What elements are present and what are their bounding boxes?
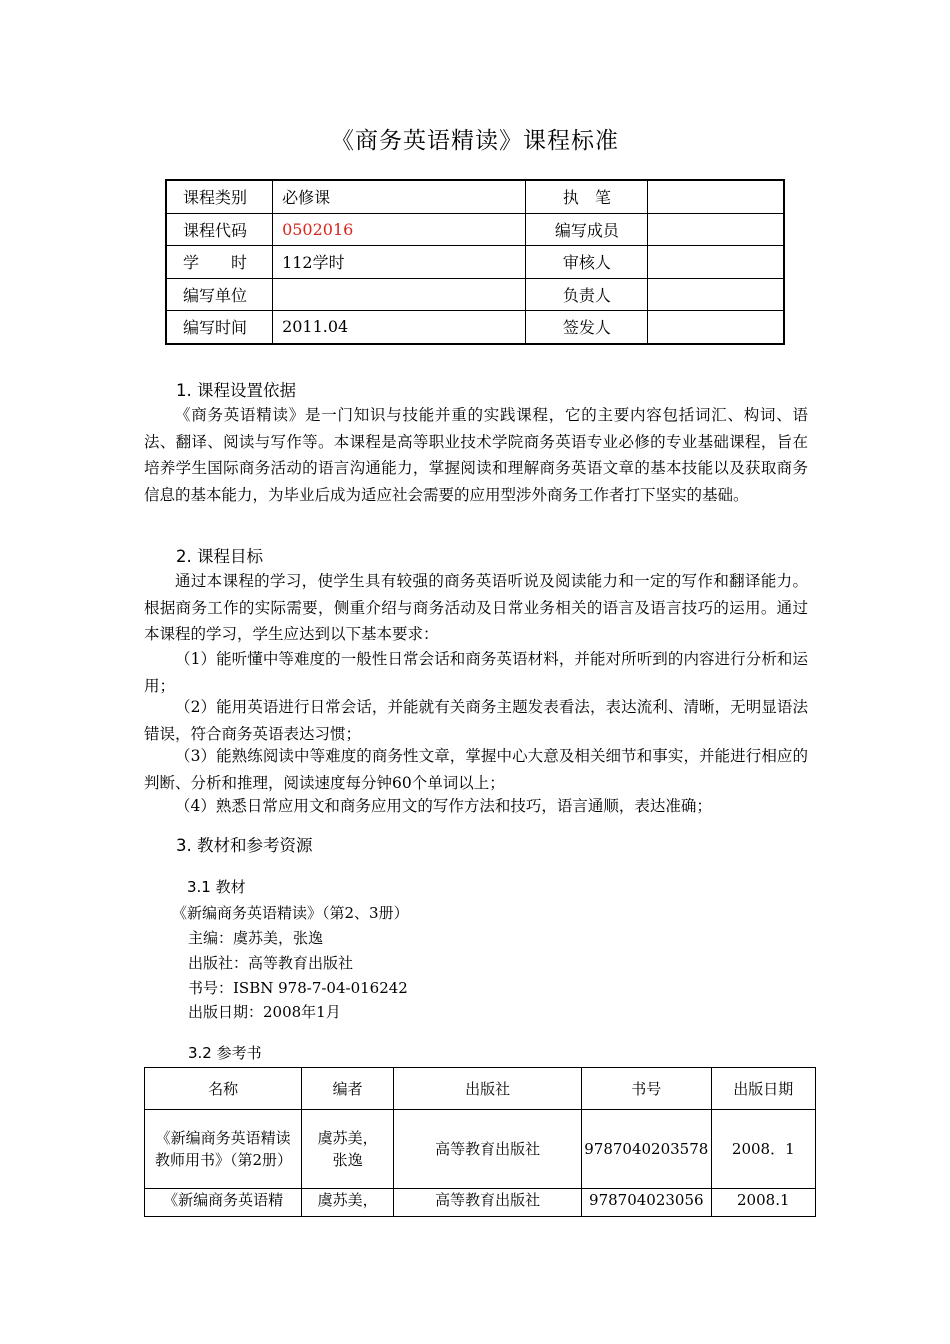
responsible-value — [648, 278, 784, 311]
goal-item-2: （2）能用英语进行日常会话，并能就有关商务主题发表看法，表达流利、清晰，无明显语法错误，符合商务英语表达习惯； — [144, 698, 808, 743]
column-header-date: 出版日期 — [711, 1068, 815, 1110]
textbook-date: 出版日期：2008年1月 — [188, 1003, 341, 1021]
course-type-label: 课程类别 — [166, 180, 273, 213]
ref-editor-cell: 虞苏美， — [302, 1189, 394, 1217]
column-header-editor: 编者 — [302, 1068, 394, 1110]
table-row — [166, 278, 784, 311]
ref-name-cell: 《新编商务英语精 — [145, 1189, 302, 1217]
table-row — [166, 213, 784, 246]
members-value — [648, 213, 784, 246]
document-title: 《商务英语精读》课程标准 — [331, 128, 619, 154]
table-row — [145, 1110, 816, 1189]
reviewer-label: 审核人 — [526, 246, 648, 279]
author-label: 执 笔 — [526, 180, 648, 213]
textbook-editor: 主编：虞苏美，张逸 — [188, 929, 324, 947]
reviewer-value — [648, 246, 784, 279]
author-value — [648, 180, 784, 213]
issuer-value — [648, 311, 784, 344]
ref-isbn-cell: 9787040203578 — [582, 1110, 712, 1189]
column-header-publisher: 出版社 — [394, 1068, 582, 1110]
ref-isbn-cell: 978704023056 — [582, 1189, 712, 1217]
section1-heading: 1. 课程设置依据 — [176, 381, 296, 400]
column-header-isbn: 书号 — [582, 1068, 712, 1110]
textbook-publisher: 出版社：高等教育出版社 — [188, 954, 354, 972]
ref-publisher-cell: 高等教育出版社 — [394, 1189, 582, 1217]
reference-subheading: 3.2 参考书 — [188, 1044, 262, 1062]
ref-name-cell: 《新编商务英语精读教师用书》（第2册） — [145, 1110, 302, 1189]
date-label: 编写时间 — [166, 311, 273, 344]
reference-books-table — [144, 1067, 816, 1217]
table-row — [166, 180, 784, 213]
textbook-subheading: 3.1 教材 — [187, 878, 246, 896]
hours-value: 112学时 — [273, 246, 526, 279]
column-header-name: 名称 — [145, 1068, 302, 1110]
course-code-value: 0502016 — [273, 213, 526, 246]
table-header-row — [145, 1068, 816, 1110]
date-value: 2011.04 — [273, 311, 526, 344]
goal-item-4: （4）熟悉日常应用文和商务应用文的写作方法和技巧，语言通顺，表达准确； — [175, 797, 712, 815]
ref-date-cell: 2008.1 — [711, 1189, 815, 1217]
textbook-title: 《新编商务英语精读》（第2、3册） — [172, 904, 409, 922]
course-info-table — [165, 179, 785, 345]
goal-item-3: （3）能熟练阅读中等难度的商务性文章，掌握中心大意及相关细节和事实，并能进行相应的判断、分析和推理，阅读速度每分钟60个单词以上； — [144, 747, 808, 792]
textbook-isbn: 书号：ISBN 978-7-04-016242 — [188, 979, 408, 997]
course-code-label: 课程代码 — [166, 213, 273, 246]
table-row — [145, 1189, 816, 1217]
unit-value — [273, 278, 526, 311]
section2-intro: 通过本课程的学习，使学生具有较强的商务英语听说及阅读能力和一定的写作和翻译能力。根据商务工作的实际需要，侧重介绍与商务活动及日常业务相关的语言及语言技巧的运用。通过本课程的学习，学生应达到以下基本要求： — [144, 572, 808, 643]
responsible-label: 负责人 — [526, 278, 648, 311]
goal-item-1: （1）能听懂中等难度的一般性日常会话和商务英语材料，并能对所听到的内容进行分析和运用； — [144, 650, 808, 695]
hours-label: 学 时 — [166, 246, 273, 279]
issuer-label: 签发人 — [526, 311, 648, 344]
members-label: 编写成员 — [526, 213, 648, 246]
ref-publisher-cell: 高等教育出版社 — [394, 1110, 582, 1189]
ref-editor-cell: 虞苏美，张逸 — [302, 1110, 394, 1189]
section3-heading: 3. 教材和参考资源 — [176, 836, 313, 855]
ref-date-cell: 2008．1 — [711, 1110, 815, 1189]
table-row — [166, 246, 784, 279]
section2-heading: 2. 课程目标 — [176, 547, 263, 566]
unit-label: 编写单位 — [166, 278, 273, 311]
table-row — [166, 311, 784, 344]
section1-body: 《商务英语精读》是一门知识与技能并重的实践课程，它的主要内容包括词汇、构词、语法、翻译、阅读与写作等。本课程是高等职业技术学院商务英语专业必修的专业基础课程，旨在培养学生国际商务活动的语言沟通能力，掌握阅读和理解商务英语文章的基本技能以及获取商务信息的基本能力，为毕业后成为适应社会需要的应用型涉外商务工作者打下坚实的基础。 — [144, 406, 808, 504]
course-type-value: 必修课 — [273, 180, 526, 213]
